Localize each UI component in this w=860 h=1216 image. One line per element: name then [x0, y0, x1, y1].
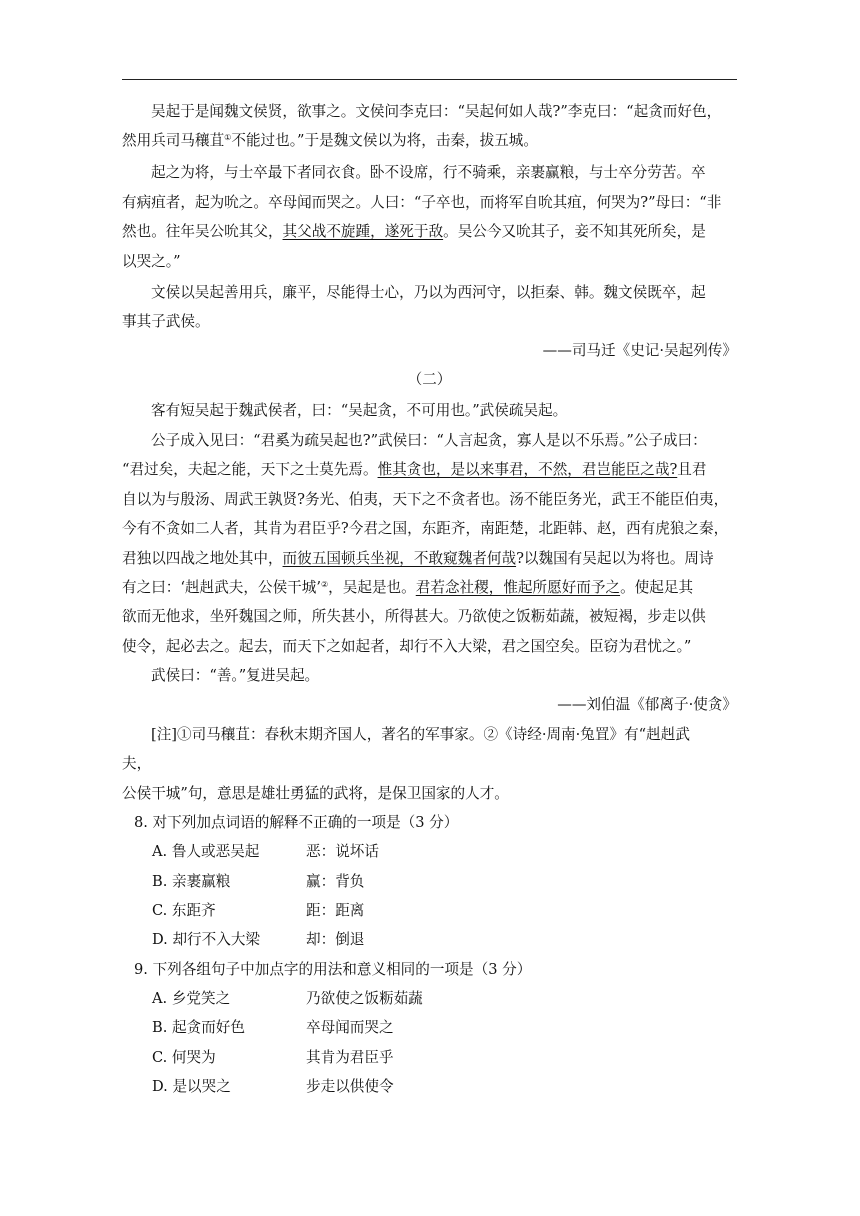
- passage1-line: 以哭之。”: [122, 253, 181, 270]
- passage1-line: 文侯以吴起善用兵，廉平，尽能得士心，乃以为西河守，以拒秦、韩。魏文侯既卒，起: [151, 284, 706, 301]
- passage2-source: ——刘伯温《郁离子·使贪》: [557, 696, 737, 713]
- passage1-source: ——司马迁《史记·吴起列传》: [542, 342, 737, 359]
- underlined-sentence: 惟其贪也，是以来事君，不然，君岂能臣之哉?: [377, 461, 678, 478]
- passage2-line: 使令，起必去之。起去，而天下之如起者，却行不入大梁，君之国空矣。臣窃为君忧之。”: [122, 638, 692, 655]
- passage2-line: 武侯曰：“善。”复进吴起。: [151, 667, 320, 684]
- passage2-line: 客有短吴起于魏武侯者，曰：“吴起贪，不可用也。”武侯疏吴起。: [151, 402, 568, 419]
- passage2-line: 君独以四战之地处其中，而彼五国顿兵坐视，不敢窥魏者何哉?以魏国有吴起以为将也。周诗: [122, 550, 714, 567]
- notes-line: [注]①司马穰苴：春秋末期齐国人，著名的军事家。②《诗经·周南·兔罝》有“赳赳武: [151, 726, 690, 743]
- underlined-sentence: 君若念社稷，惟起所愿好而予之: [415, 579, 621, 596]
- q9-option: A. 乡党笑之 乃欲使之饭粝茹蔬: [152, 990, 423, 1007]
- notes-line: 公侯干城”句，意思是雄壮勇猛的武将，是保卫国家的人才。: [122, 785, 509, 802]
- notes-line: 夫，: [122, 755, 152, 772]
- section-title: （二）: [407, 371, 452, 388]
- passage1-line: 有病疽者，起为吮之。卒母闻而哭之。人曰：“子卒也，而将军自吮其疽，何哭为?”母曰：“非: [122, 194, 722, 211]
- question-8-stem: 8. 对下列加点词语的解释不正确的一项是（3 分）: [134, 814, 459, 831]
- header-rule: [122, 79, 737, 80]
- footnote-marker: ①: [224, 133, 232, 142]
- passage2-line: 有之曰：‘赳赳武夫，公侯干城’②，吴起是也。君若念社稷，惟起所愿好而予之。使起足其: [122, 579, 694, 596]
- passage1-line: 然用兵司马穰苴①不能过也。”于是魏文侯以为将，击秦，拔五城。: [122, 132, 538, 149]
- passage2-line: 自以为与殷汤、周武王孰贤?务光、伯夷，天下之不贪者也。汤不能臣务光，武王不能臣伯夷，: [122, 491, 729, 508]
- q8-option: D. 却行不入大梁 却：倒退: [152, 931, 365, 948]
- q8-option: C. 东距齐 距：距离: [152, 902, 365, 919]
- passage2-line: “君过矣，夫起之能，天下之士莫先焉。惟其贪也，是以来事君，不然，君岂能臣之哉?且君: [122, 461, 707, 478]
- q9-option: D. 是以哭之 步走以供使令: [152, 1078, 394, 1095]
- q8-option: A. 鲁人或恶吴起 恶：说坏话: [152, 843, 379, 860]
- q9-option: C. 何哭为 其肯为君臣乎: [152, 1049, 394, 1066]
- passage1-line: 吴起于是闻魏文侯贤，欲事之。文侯问李克曰：“吴起何如人哉?”李克曰：“起贪而好色，: [151, 103, 722, 120]
- q8-option: B. 亲裹赢粮 赢：背负: [152, 873, 365, 890]
- passage1-line: 起之为将，与士卒最下者同衣食。卧不设席，行不骑乘，亲裹赢粮，与士卒分劳苦。卒: [151, 164, 706, 181]
- passage2-line: 公子成入见曰：“君奚为疏吴起也?”武侯曰：“人言起贪，寡人是以不乐焉。”公子成曰：: [151, 432, 707, 449]
- footnote-marker: ②: [321, 580, 329, 589]
- passage2-line: 欲而无他求，坐歼魏国之师，所失甚小，所得甚大。乃欲使之饭粝茹蔬，被短褐，步走以供: [122, 608, 706, 625]
- q9-option: B. 起贪而好色 卒母闻而哭之: [152, 1019, 394, 1036]
- passage2-line: 今有不贪如二人者，其肯为君臣乎?今君之国，东距齐，南距楚，北距韩、赵，西有虎狼之秦，: [122, 520, 729, 537]
- passage1-line: 事其子武侯。: [122, 313, 210, 330]
- question-9-stem: 9. 下列各组句子中加点字的用法和意义相同的一项是（3 分）: [134, 961, 532, 978]
- underlined-sentence: 而彼五国顿兵坐视，不敢窥魏者何哉: [282, 550, 517, 567]
- passage1-line: 然也。往年吴公吮其父，其父战不旋踵，遂死于敌。吴公今又吮其子，妾不知其死所矣，是: [122, 223, 706, 240]
- underlined-sentence: 其父战不旋踵，遂死于敌: [282, 223, 444, 240]
